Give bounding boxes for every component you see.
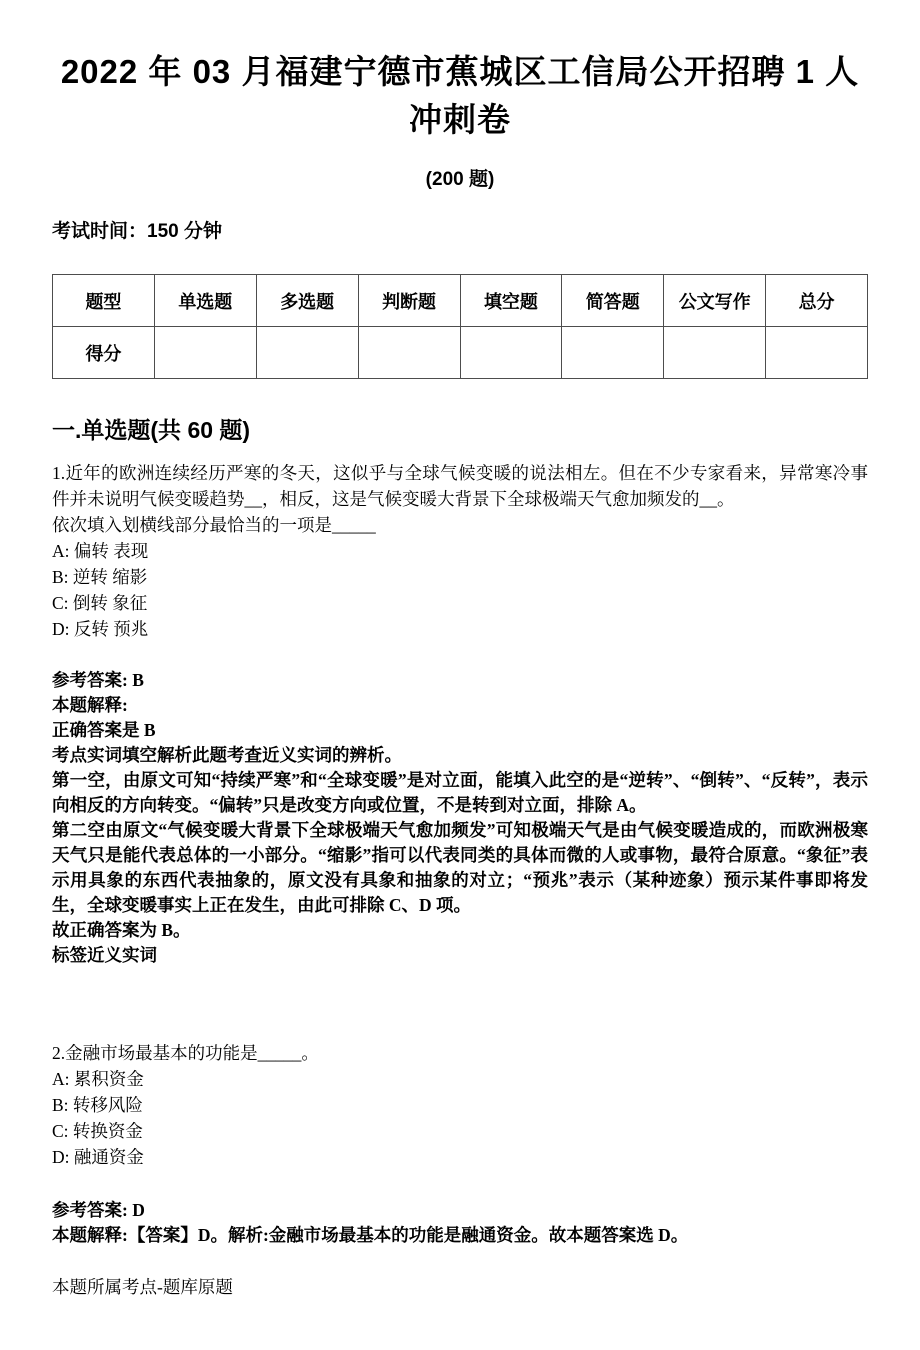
explanation-inline: 本题解释:【答案】D。解析:金融市场最基本的功能是融通资金。故本题答案选 D。 xyxy=(52,1225,689,1245)
score-table-header-cell: 总分 xyxy=(766,275,868,327)
score-table-header-cell: 判断题 xyxy=(358,275,460,327)
reference-answer: 参考答案: D xyxy=(52,1200,145,1220)
option-b: B: 逆转 缩影 xyxy=(52,567,148,587)
page-title-line2: 冲刺卷 xyxy=(409,101,511,138)
option-d: D: 融通资金 xyxy=(52,1147,144,1167)
section-heading: 一.单选题(共 60 题) xyxy=(52,417,251,443)
question-1-stem xyxy=(52,460,868,538)
question-block-2 xyxy=(52,1040,868,1300)
explanation-paragraph: 正确答案是 B xyxy=(52,720,156,740)
explanation-paragraph: 第二空由原文“气候变暖大背景下全球极端天气愈加频发”可知极端天气是由气候变暖造成的，而欧洲极寒天气只是能代表总体的一小部分。“缩影”指可以代表同类的具体而微的人或事物，最符合原意。“象征”表示用具象的东西代表抽象的，原文没有具象和抽象的对立；“预兆”表示（某种迹象）预示某件事即将发生，全球变暖事实上正在发生，由此可排除 C、D 项。 xyxy=(52,820,868,915)
exam-paper-page xyxy=(0,48,920,1300)
score-cell-empty xyxy=(766,327,868,379)
score-cell-empty xyxy=(154,327,256,379)
question-2-stem xyxy=(52,1040,868,1066)
option-a: A: 累积资金 xyxy=(52,1069,144,1089)
score-table xyxy=(52,274,868,379)
explanation-tags: 标签近义实词 xyxy=(52,945,157,965)
question-1-answer-block xyxy=(52,668,868,968)
question-stem-line: 依次填入划横线部分最恰当的一项是_____ xyxy=(52,515,376,535)
exam-time-label: 考试时间：150 分钟 xyxy=(52,221,222,242)
question-source-note: 本题所属考点-题库原题 xyxy=(52,1277,233,1297)
score-table-score-row xyxy=(53,327,868,379)
question-1-options xyxy=(52,538,868,642)
explanation-paragraph: 故正确答案为 B。 xyxy=(52,920,191,940)
page-title xyxy=(52,48,868,144)
score-cell-empty xyxy=(460,327,562,379)
score-table-header-cell: 简答题 xyxy=(562,275,664,327)
score-table-header-cell: 填空题 xyxy=(460,275,562,327)
reference-answer: 参考答案: B xyxy=(52,670,144,690)
option-a: A: 偏转 表现 xyxy=(52,541,149,561)
question-stem-line: 1.近年的欧洲连续经历严寒的冬天，这似乎与全球气候变暖的说法相左。但在不少专家看来，异常寒冷事件并未说明气候变暖趋势__，相反，这是气候变暖大背景下全球极端天气愈加频发的__。 xyxy=(52,463,868,509)
explanation-paragraph: 考点实词填空解析此题考查近义实词的辨析。 xyxy=(52,745,402,765)
score-table-header-cell: 单选题 xyxy=(154,275,256,327)
explanation-title: 本题解释: xyxy=(52,695,128,715)
score-cell-empty xyxy=(664,327,766,379)
page-title-line1: 2022 年 03 月福建宁德市蕉城区工信局公开招聘 1 人 xyxy=(60,53,860,90)
question-stem-line: 2.金融市场最基本的功能是_____。 xyxy=(52,1043,319,1063)
question-2-options xyxy=(52,1066,868,1170)
question-2-answer-block xyxy=(52,1198,868,1248)
score-table-header-cell: 多选题 xyxy=(256,275,358,327)
score-table-header-cell: 公文写作 xyxy=(664,275,766,327)
explanation-paragraph: 第一空，由原文可知“持续严寒”和“全球变暖”是对立面，能填入此空的是“逆转”、“倒转”、“反转”，表示向相反的方向转变。“偏转”只是改变方向或位置，不是转到对立面，排除 A。 xyxy=(52,770,868,815)
score-cell-empty xyxy=(358,327,460,379)
option-c: C: 倒转 象征 xyxy=(52,593,148,613)
score-table-header-cell: 题型 xyxy=(53,275,155,327)
score-cell-empty xyxy=(256,327,358,379)
option-d: D: 反转 预兆 xyxy=(52,619,149,639)
score-cell-empty xyxy=(562,327,664,379)
option-b: B: 转移风险 xyxy=(52,1095,143,1115)
option-c: C: 转换资金 xyxy=(52,1121,143,1141)
score-table-header-row xyxy=(53,275,868,327)
question-block-1 xyxy=(52,460,868,968)
question-count-subtitle: (200 题) xyxy=(425,169,495,190)
score-row-label-cell: 得分 xyxy=(53,327,155,379)
